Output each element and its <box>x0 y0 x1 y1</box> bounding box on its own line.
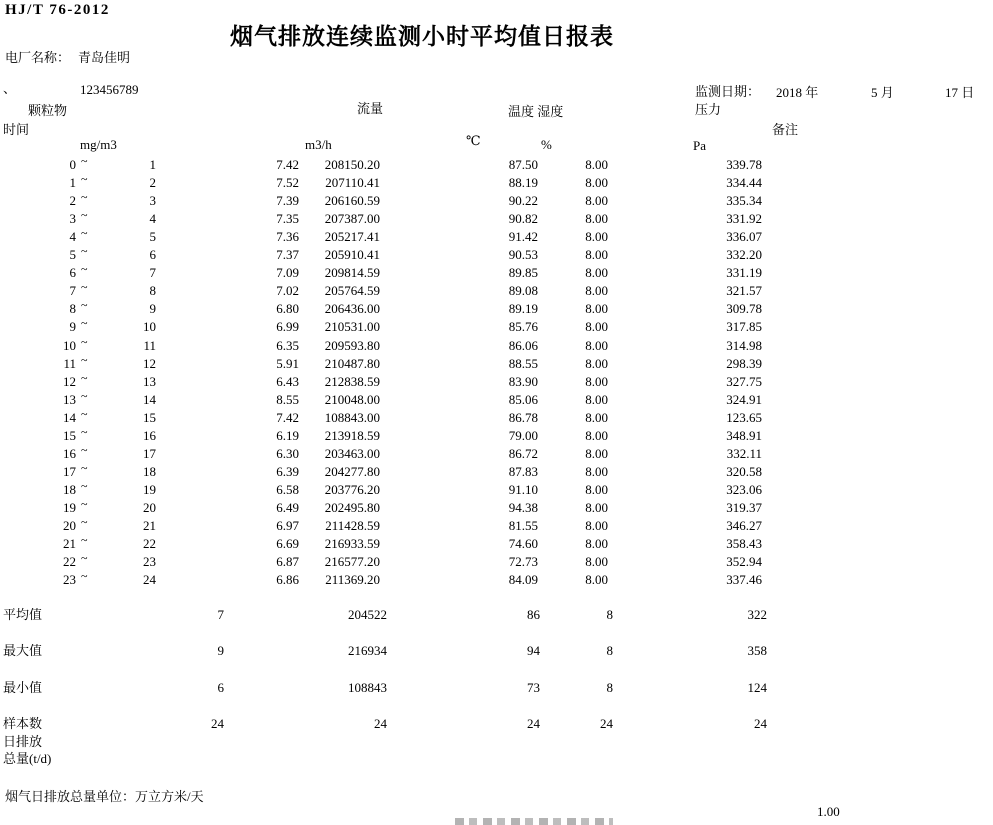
flow-value: 205217.41 <box>324 229 380 245</box>
temperature-value: 79.00 <box>508 427 538 443</box>
tilde-separator: ~ <box>81 551 88 566</box>
flow-value: 209593.80 <box>324 337 380 353</box>
daily-emission-label-line2: 总量(t/d) <box>3 751 52 766</box>
flow-value: 207387.00 <box>324 211 380 227</box>
temperature-value: 85.76 <box>508 319 538 335</box>
humidity-value: 8.00 <box>585 481 608 497</box>
summary-flow-value: 204522 <box>348 607 387 622</box>
hour-start-value: 20 <box>63 518 76 533</box>
table-row <box>0 535 993 553</box>
hour-start-value: 4 <box>69 229 76 245</box>
flow-value: 204277.80 <box>324 463 380 479</box>
temperature-value: 89.19 <box>508 301 538 317</box>
dust-value: 7.39 <box>276 193 299 209</box>
hour-end-value: 15 <box>143 409 156 425</box>
summary-pressure-value: 124 <box>747 680 767 695</box>
hour-start-value: 16 <box>63 445 76 461</box>
humidity-value: 8.00 <box>585 554 608 570</box>
summary-humidity-value: 8 <box>606 680 613 695</box>
table-row <box>0 210 993 228</box>
hour-start-value: 9 <box>69 319 76 335</box>
pressure-value: 358.43 <box>726 536 762 552</box>
hour-start-value: 18 <box>63 481 76 497</box>
tilde-separator: ~ <box>81 388 88 403</box>
pressure-value: 337.46 <box>726 572 762 588</box>
table-row <box>0 264 993 282</box>
hour-end-value: 18 <box>143 463 156 479</box>
flow-value: 216933.59 <box>324 536 380 552</box>
pressure-value: 335.34 <box>726 193 762 209</box>
hour-start-value: 10 <box>63 337 76 353</box>
tilde-separator: ~ <box>81 172 88 187</box>
plant-name-line <box>5 47 130 66</box>
tilde-separator: ~ <box>81 406 88 421</box>
summary-row-label: 最大值 <box>3 643 43 658</box>
unit-pressure: Pa <box>693 138 706 153</box>
hour-end-value: 1 <box>149 157 156 172</box>
hour-start-value: 15 <box>63 427 76 443</box>
dust-value: 6.49 <box>276 499 299 515</box>
summary-humidity-value: 8 <box>606 607 613 622</box>
pressure-value: 332.11 <box>726 445 762 461</box>
flow-value: 108843.00 <box>324 409 380 425</box>
column-header-temp-humidity: 温度 湿度 <box>508 104 564 119</box>
summary-row-label: 样本数 <box>3 716 43 731</box>
hour-start-value: 3 <box>69 211 76 227</box>
summary-flow-value: 108843 <box>348 680 387 695</box>
table-row <box>0 571 993 589</box>
pressure-value: 298.39 <box>726 355 762 371</box>
table-row <box>0 282 993 300</box>
pressure-value: 332.20 <box>726 247 762 263</box>
summary-row <box>0 607 993 623</box>
pressure-value: 327.75 <box>726 373 762 389</box>
flow-value: 205764.59 <box>324 283 380 299</box>
pressure-value: 339.78 <box>726 157 762 172</box>
hour-end-value: 3 <box>149 193 156 209</box>
temperature-value: 90.53 <box>508 247 538 263</box>
temperature-value: 72.73 <box>508 554 538 570</box>
flow-value: 206160.59 <box>324 193 380 209</box>
temperature-value: 87.83 <box>508 463 538 479</box>
temperature-value: 89.08 <box>508 283 538 299</box>
humidity-value: 8.00 <box>585 445 608 461</box>
temperature-value: 81.55 <box>508 518 538 533</box>
flow-value: 212838.59 <box>324 373 380 389</box>
humidity-value: 8.00 <box>585 211 608 227</box>
hour-start-value: 7 <box>69 283 76 299</box>
hour-end-value: 4 <box>149 211 156 227</box>
humidity-value: 8.00 <box>585 283 608 299</box>
humidity-value: 8.00 <box>585 499 608 515</box>
monitor-date-label: 监测日期： <box>695 84 761 99</box>
tilde-separator: ~ <box>81 370 88 385</box>
summary-pressure-value: 358 <box>747 643 767 658</box>
dust-value: 7.42 <box>276 157 299 172</box>
temperature-value: 94.38 <box>508 499 538 515</box>
humidity-value: 8.00 <box>585 301 608 317</box>
humidity-value: 8.00 <box>585 427 608 443</box>
humidity-value: 8.00 <box>585 391 608 407</box>
dust-value: 6.35 <box>276 337 299 353</box>
dust-value: 6.30 <box>276 445 299 461</box>
tilde-separator: ~ <box>81 352 88 367</box>
flow-value: 210048.00 <box>324 391 380 407</box>
summary-temperature-value: 94 <box>527 643 540 658</box>
temperature-value: 86.72 <box>508 445 538 461</box>
humidity-value: 8.00 <box>585 319 608 335</box>
table-row <box>0 406 993 427</box>
summary-row-label: 平均值 <box>3 607 43 622</box>
summary-flow-value: 24 <box>374 716 387 731</box>
humidity-value: 8.00 <box>585 265 608 281</box>
humidity-value: 8.00 <box>585 247 608 263</box>
flow-value: 216577.20 <box>324 554 380 570</box>
hour-end-value: 12 <box>143 355 156 371</box>
clipped-text-fragment <box>455 818 613 825</box>
dust-value: 7.36 <box>276 229 299 245</box>
tilde-separator: ~ <box>81 298 88 313</box>
tilde-separator: ~ <box>81 154 88 168</box>
pressure-value: 320.58 <box>726 463 762 479</box>
hour-end-value: 14 <box>143 391 156 407</box>
dust-value: 7.42 <box>276 409 299 425</box>
temperature-value: 88.55 <box>508 355 538 371</box>
temperature-value: 90.82 <box>508 211 538 227</box>
humidity-value: 8.00 <box>585 409 608 425</box>
dust-value: 6.19 <box>276 427 299 443</box>
tilde-separator: ~ <box>81 334 88 349</box>
dust-value: 6.69 <box>276 536 299 552</box>
plant-name-value: 青岛佳明 <box>78 50 131 65</box>
humidity-value: 8.00 <box>585 518 608 533</box>
tilde-separator: ~ <box>81 533 88 548</box>
temperature-value: 84.09 <box>508 572 538 588</box>
hour-start-value: 19 <box>63 499 76 515</box>
plant-name-label: 电厂名称： <box>5 50 71 65</box>
pressure-value: 334.44 <box>726 175 762 191</box>
temperature-value: 86.06 <box>508 337 538 353</box>
tilde-separator: ~ <box>81 496 88 511</box>
hour-end-value: 24 <box>143 572 156 588</box>
flow-value: 202495.80 <box>324 499 380 515</box>
table-row <box>0 334 993 355</box>
temperature-value: 85.06 <box>508 391 538 407</box>
table-row <box>0 246 993 264</box>
hour-end-value: 20 <box>143 499 156 515</box>
flow-value: 209814.59 <box>324 265 380 281</box>
dust-value: 7.52 <box>276 175 299 191</box>
flow-value: 210487.80 <box>324 355 380 371</box>
pressure-value: 348.91 <box>726 427 762 443</box>
hour-end-value: 19 <box>143 481 156 497</box>
tilde-separator: ~ <box>81 515 88 529</box>
hour-start-value: 12 <box>63 373 76 389</box>
summary-humidity-value: 24 <box>600 716 613 731</box>
humidity-value: 8.00 <box>585 572 608 588</box>
tilde-separator: ~ <box>81 190 88 205</box>
column-header-time: 时间 <box>3 122 30 137</box>
tilde-separator: ~ <box>81 226 88 241</box>
footer-unit-line <box>5 786 204 805</box>
dust-value: 7.02 <box>276 283 299 299</box>
daily-emission-label-line1: 日排放 <box>3 734 43 749</box>
hour-end-value: 23 <box>143 554 156 570</box>
flow-value: 208150.20 <box>324 157 380 172</box>
hour-end-value: 6 <box>149 247 156 263</box>
hour-end-value: 10 <box>143 319 156 335</box>
pressure-value: 317.85 <box>726 319 762 335</box>
hour-start-value: 5 <box>69 247 76 263</box>
humidity-value: 8.00 <box>585 175 608 191</box>
hour-end-value: 16 <box>143 427 156 443</box>
pressure-value: 352.94 <box>726 554 762 570</box>
unit-flow: m3/h <box>305 137 332 152</box>
hour-start-value: 17 <box>63 463 76 479</box>
unit-temperature: ℃ <box>466 133 481 148</box>
hour-start-value: 8 <box>69 301 76 317</box>
summary-dust-value: 24 <box>211 716 224 731</box>
hour-end-value: 21 <box>143 518 156 533</box>
summary-row <box>0 680 993 696</box>
table-row <box>0 156 993 174</box>
footer-scale-value: 1.00 <box>817 804 840 819</box>
column-header-flow: 流量 <box>357 101 384 116</box>
hour-start-value: 13 <box>63 391 76 407</box>
dust-value: 7.09 <box>276 265 299 281</box>
monitor-date-day: 17 日 <box>945 85 975 100</box>
table-row <box>0 442 993 463</box>
hour-end-value: 2 <box>149 175 156 191</box>
temperature-value: 86.78 <box>508 409 538 425</box>
humidity-value: 8.00 <box>585 193 608 209</box>
table-row <box>0 496 993 517</box>
dust-value: 8.55 <box>276 391 299 407</box>
table-row <box>0 553 993 571</box>
footer-unit-value: 万立方米/天 <box>135 789 204 804</box>
summary-dust-value: 9 <box>217 643 224 658</box>
dust-value: 6.86 <box>276 572 299 588</box>
tilde-separator: ~ <box>81 244 88 259</box>
summary-temperature-value: 73 <box>527 680 540 695</box>
hour-start-value: 11 <box>63 355 76 371</box>
hour-start-value: 1 <box>69 175 76 191</box>
hour-end-value: 5 <box>149 229 156 245</box>
tilde-separator: ~ <box>81 424 88 439</box>
humidity-value: 8.00 <box>585 229 608 245</box>
column-header-dust: 颗粒物 <box>28 103 68 118</box>
pressure-value: 123.65 <box>726 409 762 425</box>
humidity-value: 8.00 <box>585 157 608 172</box>
standard-number: HJ/T 76-2012 <box>5 2 110 18</box>
hour-start-value: 22 <box>63 554 76 570</box>
dust-value: 6.80 <box>276 301 299 317</box>
flow-value: 211369.20 <box>325 572 380 588</box>
hour-end-value: 7 <box>149 265 156 281</box>
pressure-value: 321.57 <box>726 283 762 299</box>
unit-dust: mg/m3 <box>80 137 117 152</box>
dust-value: 5.91 <box>276 355 299 371</box>
flow-value: 213918.59 <box>324 427 380 443</box>
humidity-value: 8.00 <box>585 536 608 552</box>
summary-dust-value: 7 <box>217 607 224 622</box>
summary-pressure-value: 24 <box>754 716 767 731</box>
temperature-value: 83.90 <box>508 373 538 389</box>
dust-value: 6.39 <box>276 463 299 479</box>
table-row <box>0 228 993 246</box>
tilde-separator: ~ <box>81 478 88 493</box>
summary-flow-value: 216934 <box>348 643 387 658</box>
humidity-value: 8.00 <box>585 373 608 389</box>
tilde-separator: ~ <box>81 280 88 295</box>
summary-row <box>0 716 993 732</box>
humidity-value: 8.00 <box>585 355 608 371</box>
table-row <box>0 478 993 499</box>
temperature-value: 91.42 <box>508 229 538 245</box>
pressure-value: 331.19 <box>726 265 762 281</box>
flow-value: 207110.41 <box>325 175 380 191</box>
hour-end-value: 9 <box>149 301 156 317</box>
pressure-value: 336.07 <box>726 229 762 245</box>
hour-end-value: 11 <box>143 337 156 353</box>
dust-value: 6.97 <box>276 518 299 533</box>
summary-humidity-value: 8 <box>606 643 613 658</box>
hour-end-value: 17 <box>143 445 156 461</box>
tilde-separator: ~ <box>81 208 88 223</box>
footer-unit-label: 烟气日排放总量单位： <box>5 789 136 804</box>
temperature-value: 89.85 <box>508 265 538 281</box>
summary-dust-value: 6 <box>217 680 224 695</box>
pressure-value: 314.98 <box>726 337 762 353</box>
hour-start-value: 6 <box>69 265 76 281</box>
temperature-value: 90.22 <box>508 193 538 209</box>
dust-value: 6.87 <box>276 554 299 570</box>
summary-temperature-value: 24 <box>527 716 540 731</box>
tilde-separator: ~ <box>81 442 88 457</box>
table-row <box>0 517 993 535</box>
dust-value: 7.37 <box>276 247 299 263</box>
temperature-value: 87.50 <box>508 157 538 172</box>
serial-mark: 、 <box>3 81 17 96</box>
column-header-pressure: 压力 <box>695 102 722 117</box>
tilde-separator: ~ <box>81 460 88 475</box>
flow-value: 203463.00 <box>324 445 380 461</box>
monitor-date-month: 5 月 <box>871 85 894 100</box>
dust-value: 6.99 <box>276 319 299 335</box>
pressure-value: 324.91 <box>726 391 762 407</box>
hour-start-value: 14 <box>63 409 76 425</box>
table-row <box>0 318 993 336</box>
table-row <box>0 460 993 481</box>
hour-start-value: 2 <box>69 193 76 209</box>
temperature-value: 74.60 <box>508 536 538 552</box>
table-row <box>0 424 993 445</box>
unit-humidity: % <box>541 137 552 152</box>
summary-row-label: 最小值 <box>3 680 43 695</box>
hour-end-value: 8 <box>149 283 156 299</box>
tilde-separator: ~ <box>81 262 88 277</box>
table-row <box>0 370 993 391</box>
table-row <box>0 174 993 192</box>
temperature-value: 88.19 <box>508 175 538 191</box>
table-row <box>0 352 993 373</box>
flow-value: 206436.00 <box>324 301 380 317</box>
pressure-value: 309.78 <box>726 301 762 317</box>
temperature-value: 91.10 <box>508 481 538 497</box>
hour-end-value: 22 <box>143 536 156 552</box>
summary-row <box>0 643 993 659</box>
pressure-value: 323.06 <box>726 481 762 497</box>
hour-start-value: 0 <box>69 157 76 172</box>
summary-pressure-value: 322 <box>747 607 767 622</box>
dust-value: 7.35 <box>276 211 299 227</box>
table-row <box>0 192 993 210</box>
pressure-value: 319.37 <box>726 499 762 515</box>
flow-value: 203776.20 <box>324 481 380 497</box>
dust-value: 6.43 <box>276 373 299 389</box>
humidity-value: 8.00 <box>585 337 608 353</box>
column-header-remark: 备注 <box>772 122 799 137</box>
hour-start-value: 21 <box>63 536 76 552</box>
dust-value: 6.58 <box>276 481 299 497</box>
table-row <box>0 300 993 318</box>
flow-value: 210531.00 <box>324 319 380 335</box>
hour-end-value: 13 <box>143 373 156 389</box>
pressure-value: 331.92 <box>726 211 762 227</box>
table-row <box>0 388 993 409</box>
tilde-separator: ~ <box>81 316 88 331</box>
page-title: 烟气排放连续监测小时平均值日报表 <box>230 24 614 49</box>
hour-start-value: 23 <box>63 572 76 588</box>
monitor-date-year: 2018 年 <box>776 85 819 100</box>
summary-temperature-value: 86 <box>527 607 540 622</box>
humidity-value: 8.00 <box>585 463 608 479</box>
flow-value: 211428.59 <box>325 518 380 533</box>
tilde-separator: ~ <box>81 569 88 584</box>
serial-number: 123456789 <box>80 82 139 97</box>
flow-value: 205910.41 <box>324 247 380 263</box>
pressure-value: 346.27 <box>726 518 762 533</box>
